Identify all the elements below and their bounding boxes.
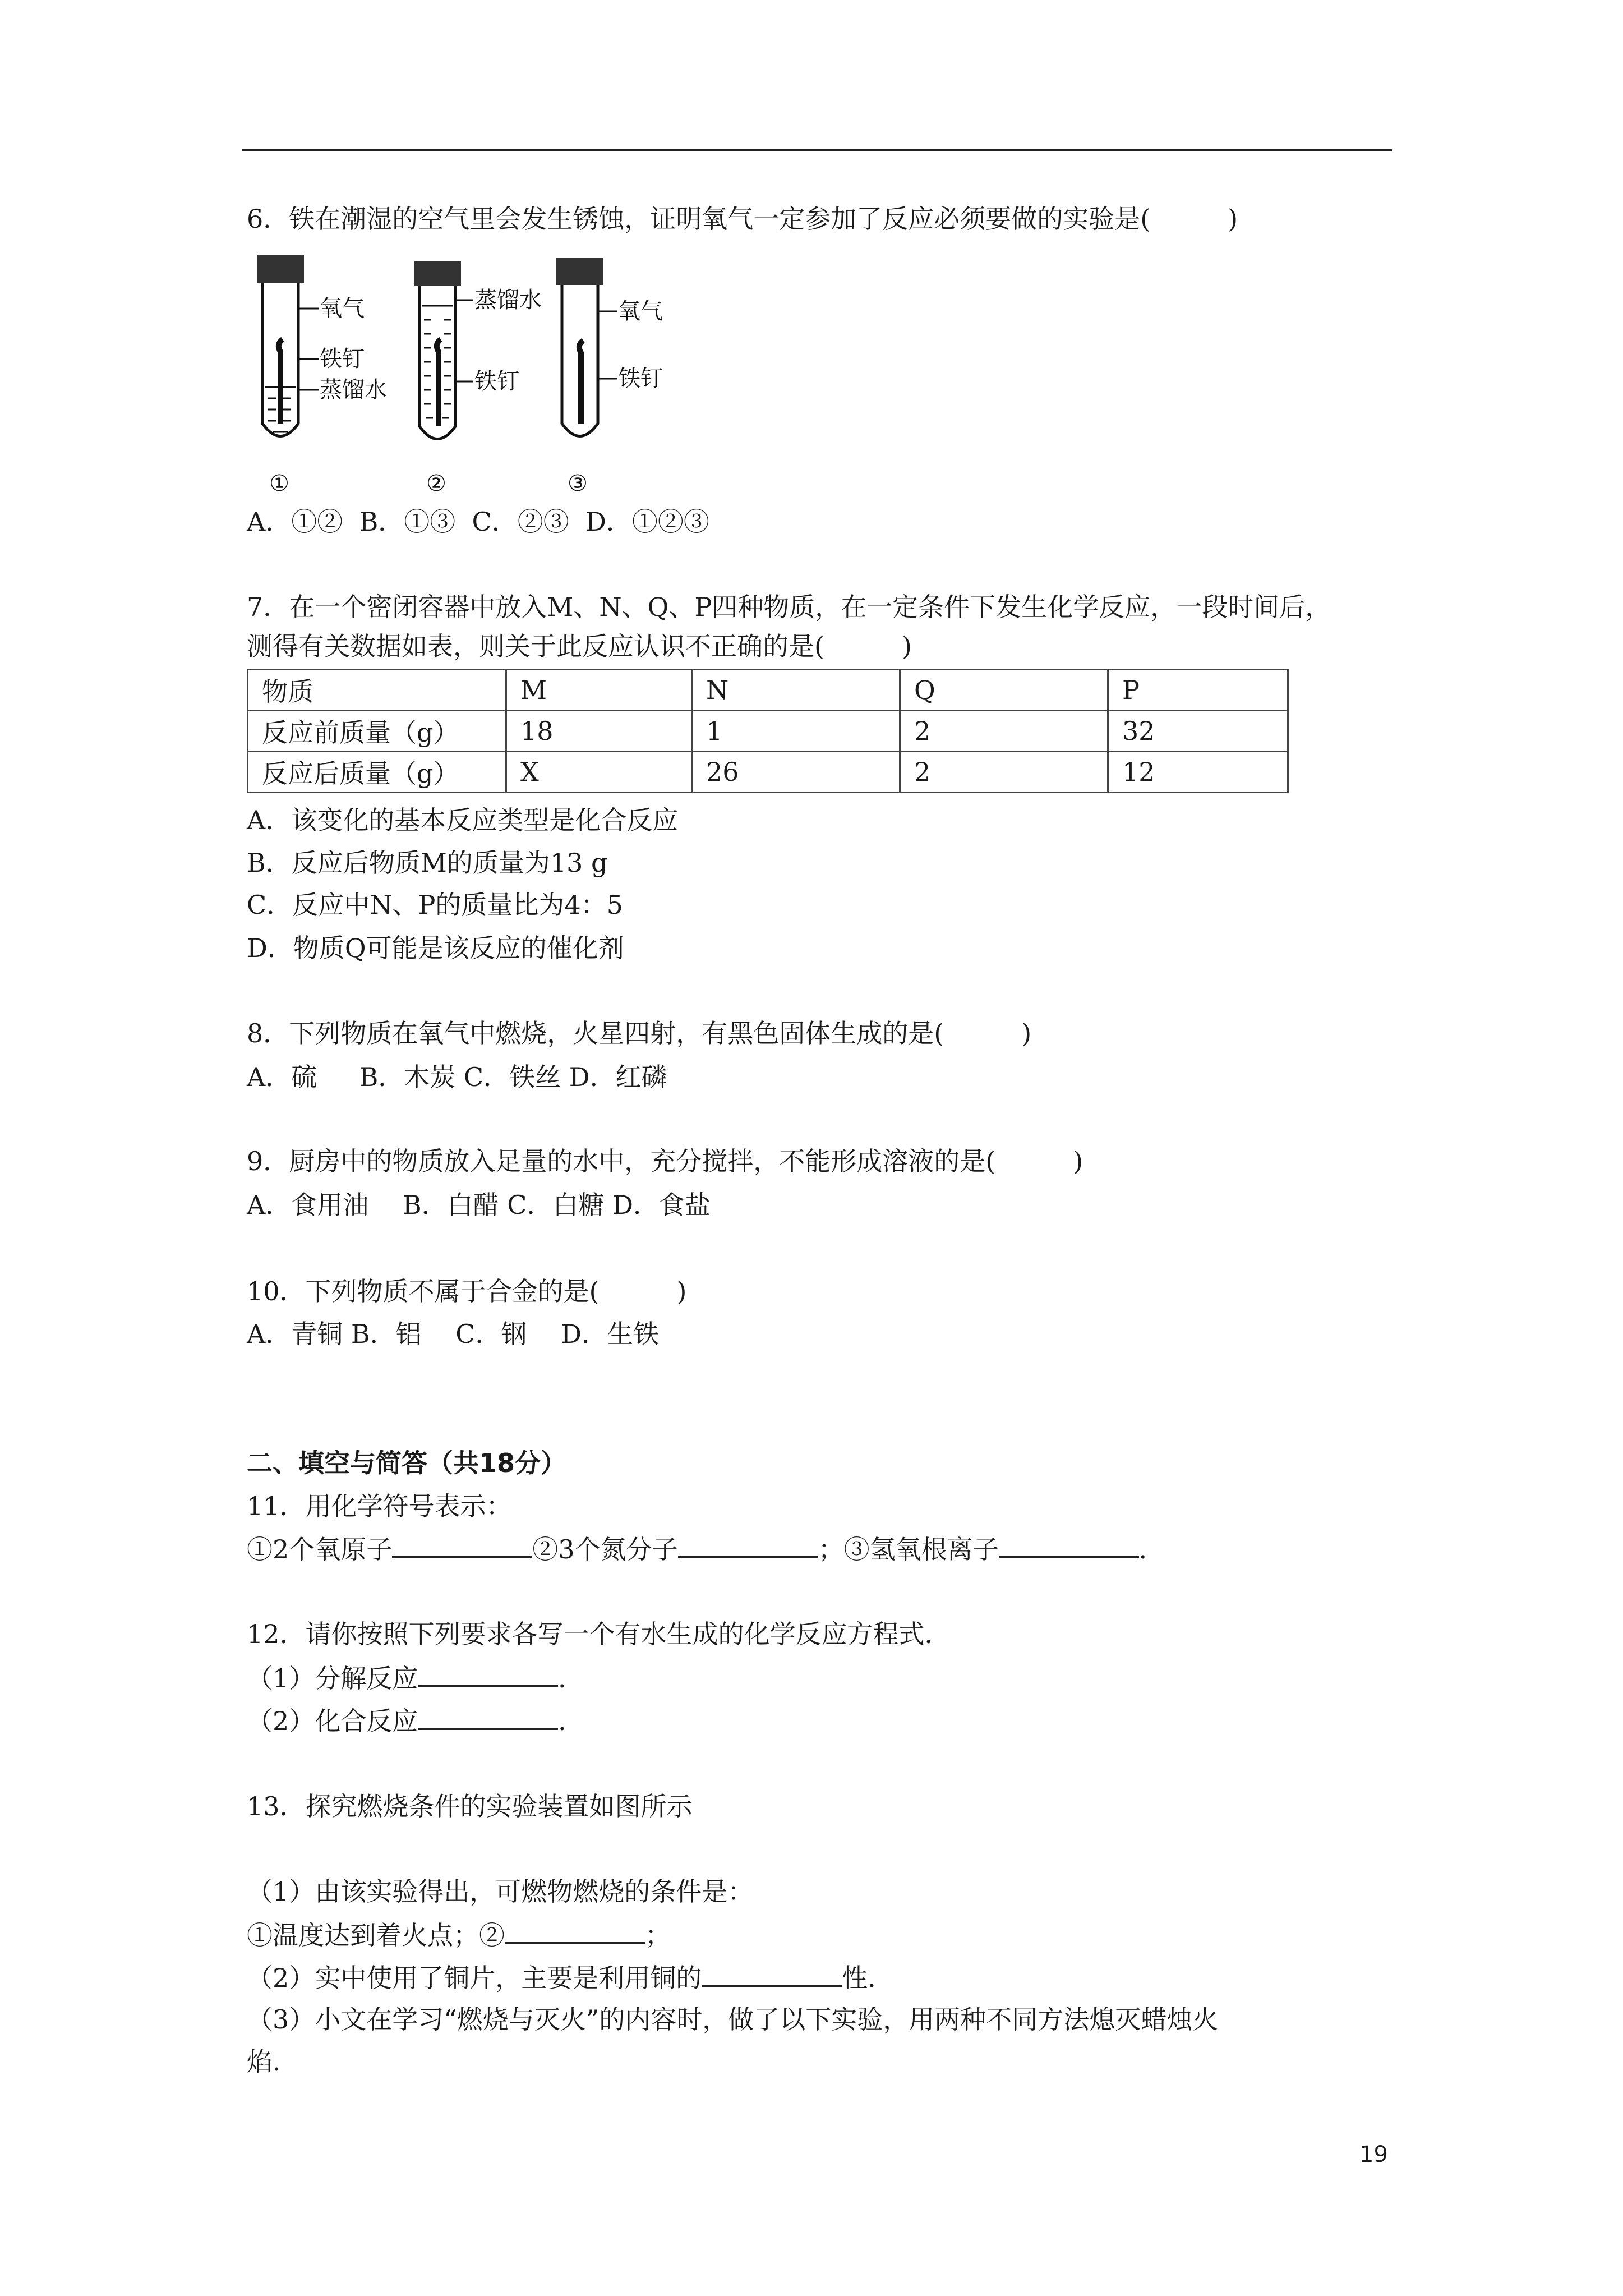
tube1-label-oxygen: 氧气: [320, 296, 365, 321]
table-cell: 18: [506, 711, 692, 752]
section-title: 二、填空与简答（共18分）: [247, 1448, 567, 1478]
q13-sub2-end: 性．: [842, 1963, 894, 1993]
q13-sub3-line1: （3）小文在学习“燃烧与灭火”的内容时，做了以下实验，用两种不同方法熄灭蜡烛火: [247, 2004, 1219, 2035]
q11-part1: ①2个氧原子: [247, 1534, 393, 1565]
q9-options: A．食用油 B．白醋 C．白糖 D．食盐: [247, 1190, 711, 1220]
q11-answers: [247, 1531, 1165, 1566]
q13-sub1: （1）由该实验得出，可燃物燃烧的条件是：: [247, 1876, 754, 1907]
q11-sep: ；: [818, 1534, 844, 1565]
q12-sub1-end: ．: [558, 1663, 584, 1694]
table-header-cell: N: [692, 670, 900, 711]
q8-options: A．硫 B．木炭 C．铁丝 D．红磷: [247, 1062, 667, 1092]
q7-data-table: [247, 669, 1289, 793]
tube1-label-water: 蒸馏水: [320, 377, 387, 403]
q6-options: A．①② B．①③ C．②③ D．①②③: [247, 507, 709, 537]
test-tube-2: [414, 261, 542, 496]
header-rule: [242, 149, 1392, 151]
q13-sub3-line2: 焰．: [247, 2046, 298, 2077]
table-cell: 26: [692, 752, 900, 793]
q11-part2: ②3个氮分子: [532, 1534, 678, 1565]
q13-sub2: [247, 1960, 893, 1995]
q10-options: A．青铜 B．铝 C．钢 D．生铁: [247, 1319, 659, 1349]
q6-stem: 6．铁在潮湿的空气里会发生锈蚀，证明氧气一定参加了反应必须要做的实验是( ): [247, 204, 1238, 234]
answer-blank[interactable]: [392, 1531, 532, 1558]
q7-option-c: C．反应中N、P的质量比为4：5: [247, 890, 623, 920]
q7-option-a: A．该变化的基本反应类型是化合反应: [247, 805, 679, 835]
test-tube-3: [556, 258, 663, 496]
tube2-number: ②: [426, 471, 446, 496]
tube1-label-nail: 铁钉: [320, 346, 365, 372]
table-cell: 32: [1108, 711, 1288, 752]
table-cell: 12: [1108, 752, 1288, 793]
table-header-row: [248, 670, 1288, 711]
q6-test-tube-figure: [247, 255, 751, 502]
answer-blank[interactable]: [678, 1531, 818, 1558]
q9-stem: 9．厨房中的物质放入足量的水中，充分搅拌，不能形成溶液的是( ): [247, 1146, 1083, 1176]
q13-sub2-text: （2）实中使用了铜片，主要是利用铜的: [247, 1963, 702, 1993]
q13-sub1-line2-text: ①温度达到着火点；②: [247, 1920, 505, 1950]
table-cell: X: [506, 752, 692, 793]
tube3-label-nail: 铁钉: [618, 366, 663, 392]
tube1-number: ①: [269, 471, 289, 496]
table-header-cell: 物质: [248, 670, 506, 711]
test-tube-1: [257, 255, 387, 496]
q7-stem-line1: 7．在一个密闭容器中放入M、N、Q、P四种物质，在一定条件下发生化学反应，一段时间后，: [247, 592, 1331, 622]
page-number: 19: [1359, 2142, 1388, 2168]
table-row: [248, 711, 1288, 752]
q11-part3: ③氢氧根离子: [843, 1534, 999, 1565]
q12-sub1: [247, 1660, 584, 1695]
q12-sub2-text: （2）化合反应: [247, 1706, 418, 1736]
answer-blank[interactable]: [999, 1531, 1139, 1558]
q13-stem: 13．探究燃烧条件的实验装置如图所示: [247, 1791, 693, 1821]
q13-sub1-line2: [247, 1917, 671, 1952]
tube3-label-oxygen: 氧气: [618, 298, 663, 324]
q12-sub1-text: （1）分解反应: [247, 1663, 418, 1694]
table-cell: 反应前质量（g）: [248, 711, 506, 752]
table-cell: 1: [692, 711, 900, 752]
answer-blank[interactable]: [418, 1703, 558, 1730]
q11-end: ．: [1138, 1534, 1165, 1565]
tube3-number: ③: [568, 471, 588, 496]
tube2-label-water: 蒸馏水: [474, 287, 542, 313]
q8-stem: 8．下列物质在氧气中燃烧，火星四射，有黑色固体生成的是( ): [247, 1018, 1032, 1048]
q10-stem: 10．下列物质不属于合金的是( ): [247, 1276, 687, 1306]
answer-blank[interactable]: [702, 1960, 842, 1987]
q13-sub1-line2-end: ；: [645, 1920, 671, 1950]
table-cell: 2: [900, 711, 1108, 752]
table-cell: 反应后质量（g）: [248, 752, 506, 793]
q12-sub2: [247, 1703, 584, 1738]
table-cell: 2: [900, 752, 1108, 793]
answer-blank[interactable]: [505, 1917, 645, 1944]
table-header-cell: P: [1108, 670, 1288, 711]
q7-option-b: B．反应后物质M的质量为13 g: [247, 848, 608, 878]
table-row: [248, 752, 1288, 793]
q7-stem-line2: 测得有关数据如表，则关于此反应认识不正确的是( ): [247, 631, 912, 661]
answer-blank[interactable]: [418, 1660, 558, 1687]
q11-stem: 11．用化学符号表示：: [247, 1491, 512, 1521]
q7-option-d: D．物质Q可能是该反应的催化剂: [247, 933, 624, 963]
table-header-cell: Q: [900, 670, 1108, 711]
q12-stem: 12．请你按照下列要求各写一个有水生成的化学反应方程式．: [247, 1619, 951, 1649]
table-header-cell: M: [506, 670, 692, 711]
q12-sub2-end: ．: [558, 1706, 584, 1736]
tube2-label-nail: 铁钉: [474, 369, 519, 394]
